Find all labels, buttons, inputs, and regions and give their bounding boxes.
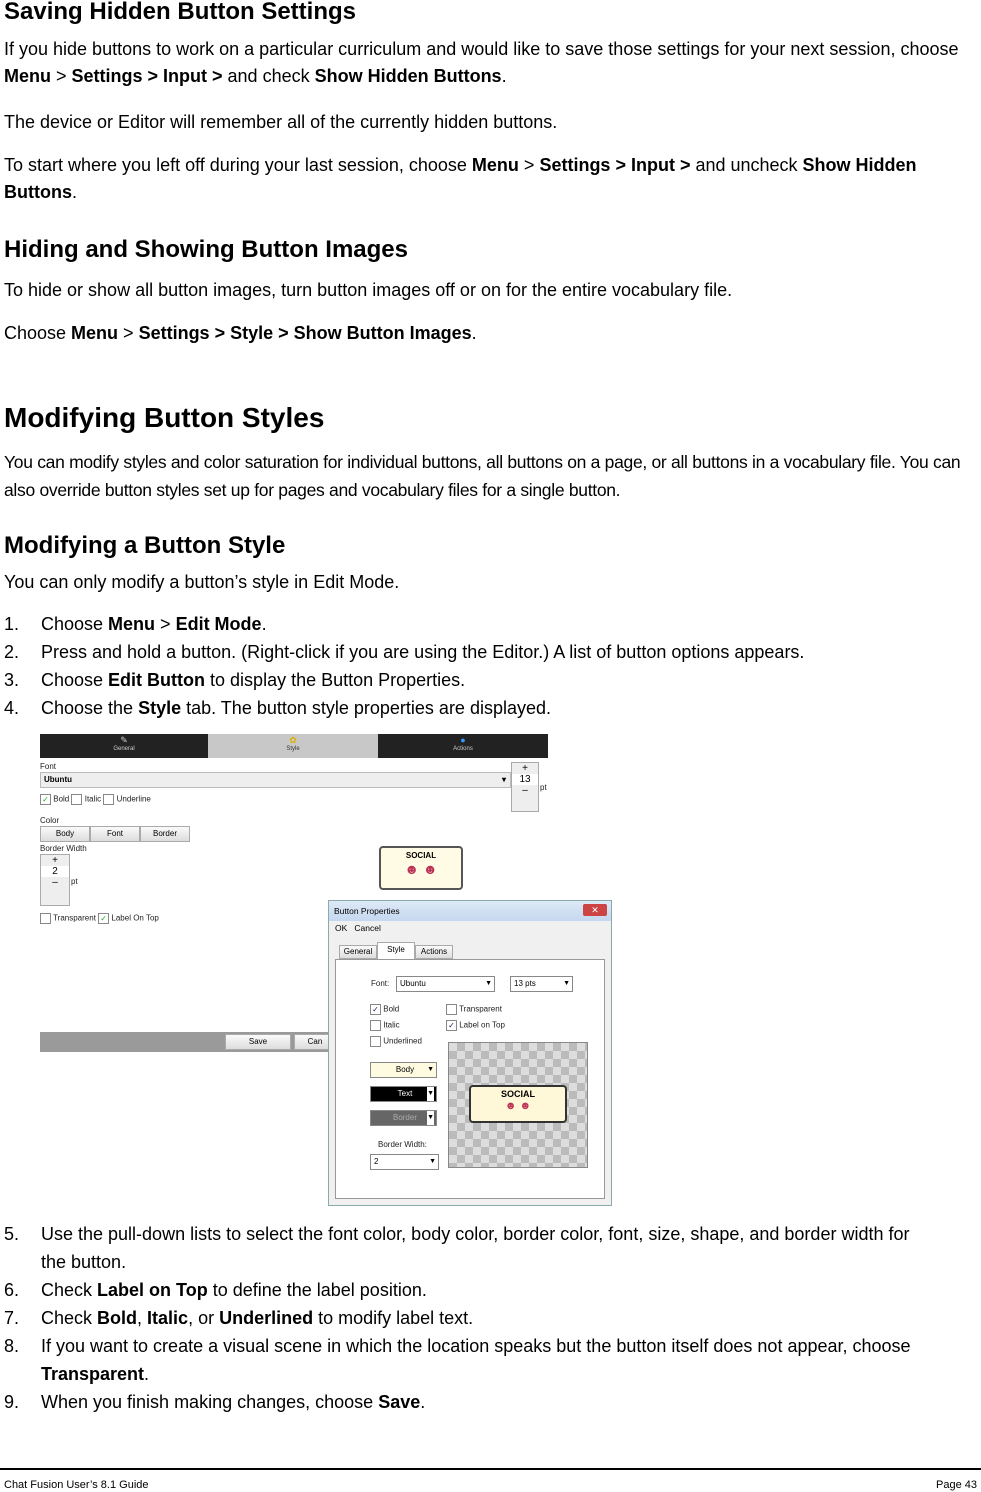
dialog-label-on-top-option: ✓ Label on Top	[446, 1020, 505, 1031]
dialog-border-width-label: Border Width:	[378, 1140, 427, 1149]
chevron-down-icon: ▼	[427, 1066, 434, 1073]
font-label: Font	[40, 762, 57, 771]
chevron-down-icon: ▼	[427, 1087, 434, 1101]
heading-hiding-showing: Hiding and Showing Button Images	[4, 236, 408, 263]
dialog-text-color[interactable]: Text ▼	[370, 1086, 437, 1102]
dialog-border-color[interactable]: Border ▼	[370, 1110, 437, 1126]
paragraph-saving-3: To start where you left off during your last session, choose Menu > Settings > Input > and uncheck Show Hidden Buttons.	[4, 155, 917, 202]
social-label: SOCIAL	[405, 851, 437, 860]
heading-modifying-styles: Modifying Button Styles	[4, 402, 325, 433]
steps-list-2	[4, 1220, 934, 1416]
button-properties-screenshot	[40, 734, 610, 1204]
dialog-cancel-menu[interactable]: Cancel	[354, 923, 381, 933]
border-width-label: Border Width	[40, 844, 87, 853]
paragraph-edit-mode: You can only modify a button’s style in Edit Mode.	[4, 572, 400, 592]
dialog-menu	[335, 923, 381, 933]
dialog-bold-checkbox[interactable]: ✓	[370, 1004, 381, 1015]
android-save-bar	[40, 1032, 330, 1052]
label-on-top-checkbox[interactable]: ✓	[98, 913, 109, 924]
dialog-size-select[interactable]: 13 pts ▼	[510, 976, 573, 992]
chevron-down-icon: ▼	[485, 980, 492, 987]
button-properties-dialog	[328, 900, 612, 1206]
dialog-font-select[interactable]: Ubuntu ▼	[396, 976, 495, 992]
dialog-font-label: Font:	[371, 979, 390, 988]
button-preview-area	[448, 1042, 588, 1168]
bold-checkbox[interactable]: ✓	[40, 794, 51, 805]
layout-checkboxes: Transparent ✓ Label On Top	[40, 913, 159, 924]
decrease-size-button[interactable]: –	[522, 785, 528, 796]
dialog-ok-menu[interactable]: OK	[335, 923, 348, 933]
border-width-value: 2	[41, 866, 69, 877]
chevron-down-icon: ▾	[501, 775, 506, 784]
style-icon: ✿	[289, 735, 297, 745]
font-select[interactable]: Ubuntu ▾	[40, 772, 511, 788]
dialog-body-color[interactable]: Body ▼	[370, 1062, 437, 1078]
chevron-down-icon: ▼	[429, 1158, 436, 1165]
dialog-italic-checkbox[interactable]	[370, 1020, 381, 1031]
step-6: 6. Check Label on Top to define the label position.	[4, 1280, 427, 1300]
actions-icon: ●	[460, 735, 466, 745]
android-tab-general[interactable]: ✎ General	[40, 734, 208, 758]
android-tab-actions[interactable]: ● Actions	[378, 734, 548, 758]
font-size-value: 13	[512, 774, 538, 785]
heading-saving-hidden: Saving Hidden Button Settings	[4, 0, 356, 25]
steps-list-1	[4, 610, 979, 722]
preview-social-button	[469, 1085, 567, 1123]
chevron-down-icon: ▼	[563, 980, 570, 987]
paragraph-hiding-1: To hide or show all button images, turn button images off or on for the entire vocabulary file.	[4, 280, 733, 300]
dialog-tab-actions[interactable]: Actions	[415, 945, 453, 959]
android-tab-bar	[40, 734, 548, 758]
color-label: Color	[40, 816, 60, 825]
border-width-stepper[interactable]	[40, 854, 70, 906]
dialog-label-on-top-checkbox[interactable]: ✓	[446, 1020, 457, 1031]
italic-checkbox[interactable]	[71, 794, 82, 805]
paragraph-saving-1: If you hide buttons to work on a particular curriculum and would like to save those settings for your next session, choose Menu > Settings > Input > and check Show Hidden Buttons.	[4, 39, 959, 86]
dialog-border-width-select[interactable]: 2 ▼	[370, 1154, 439, 1170]
paragraph-hiding-2: Choose Menu > Settings > Style > Show Button Images.	[4, 323, 477, 343]
page-footer	[0, 1468, 981, 1491]
font-size-stepper[interactable]	[511, 762, 539, 812]
step-3: 3. Choose Edit Button to display the Button Properties.	[4, 670, 466, 690]
dialog-underlined-option: Underlined	[370, 1036, 422, 1047]
android-tab-style[interactable]: ✿ Style	[208, 734, 378, 758]
decrease-border-button[interactable]: –	[52, 877, 58, 888]
dialog-italic-option: Italic	[370, 1020, 400, 1031]
increase-size-button[interactable]: +	[522, 763, 528, 774]
step-8: 8. If you want to create a visual scene in which the location speaks but the button itself does not appear, choose Transparent.	[4, 1336, 911, 1384]
people-talking-icon: ☻ ☻	[404, 861, 438, 877]
step-4: 4. Choose the Style tab. The button style properties are displayed.	[4, 698, 551, 718]
preview-social-label: SOCIAL	[500, 1089, 535, 1099]
step-9: 9. When you finish making changes, choose Save.	[4, 1392, 426, 1412]
font-color-button[interactable]: Font	[90, 826, 140, 842]
step-1: 1. Choose Menu > Edit Mode.	[4, 614, 267, 634]
social-button-preview[interactable]	[379, 846, 463, 890]
underline-checkbox[interactable]	[103, 794, 114, 805]
transparent-checkbox[interactable]	[40, 913, 51, 924]
general-icon: ✎	[120, 735, 128, 745]
chevron-down-icon: ▼	[427, 1111, 434, 1125]
increase-border-button[interactable]: +	[52, 855, 58, 866]
dialog-tab-general[interactable]: General	[339, 945, 377, 959]
size-unit: pt	[540, 783, 547, 792]
close-icon[interactable]: ✕	[583, 904, 607, 916]
paragraph-saving-2: The device or Editor will remember all of the currently hidden buttons.	[4, 112, 558, 132]
people-talking-icon: ☻ ☻	[504, 1100, 532, 1112]
body-color-button[interactable]: Body	[40, 826, 90, 842]
dialog-tab-style[interactable]: Style	[377, 942, 415, 960]
step-5: 5. Use the pull-down lists to select the font color, body color, border color, font, size, shape, and border width for the button.	[4, 1224, 910, 1272]
footer-guide-title: Chat Fusion User’s 8.1 Guide	[4, 1479, 149, 1491]
step-2: 2. Press and hold a button. (Right-click if you are using the Editor.) A list of button options appears.	[4, 642, 805, 662]
dialog-transparent-checkbox[interactable]	[446, 1004, 457, 1015]
style-checkboxes: ✓ Bold Italic Underline	[40, 794, 151, 805]
heading-modifying-one: Modifying a Button Style	[4, 532, 286, 559]
dialog-title: Button Properties	[329, 901, 611, 921]
cancel-button[interactable]: Can	[294, 1034, 336, 1050]
save-button[interactable]: Save	[225, 1034, 291, 1050]
dialog-bold-option: ✓ Bold	[370, 1004, 399, 1015]
border-color-button[interactable]: Border	[140, 826, 190, 842]
paragraph-modifying: You can modify styles and color saturation for individual buttons, all buttons on a page, or all buttons in a vocabulary file. You can also override button styles set up for pages and vocabulary files for a single button.	[4, 452, 961, 500]
dialog-underlined-checkbox[interactable]	[370, 1036, 381, 1047]
step-7: 7. Check Bold, Italic, or Underlined to modify label text.	[4, 1308, 474, 1328]
border-unit: pt	[71, 877, 78, 886]
footer-page-number: Page 43	[936, 1479, 977, 1491]
dialog-transparent-option: Transparent	[446, 1004, 502, 1015]
dialog-style-panel	[335, 959, 605, 1199]
